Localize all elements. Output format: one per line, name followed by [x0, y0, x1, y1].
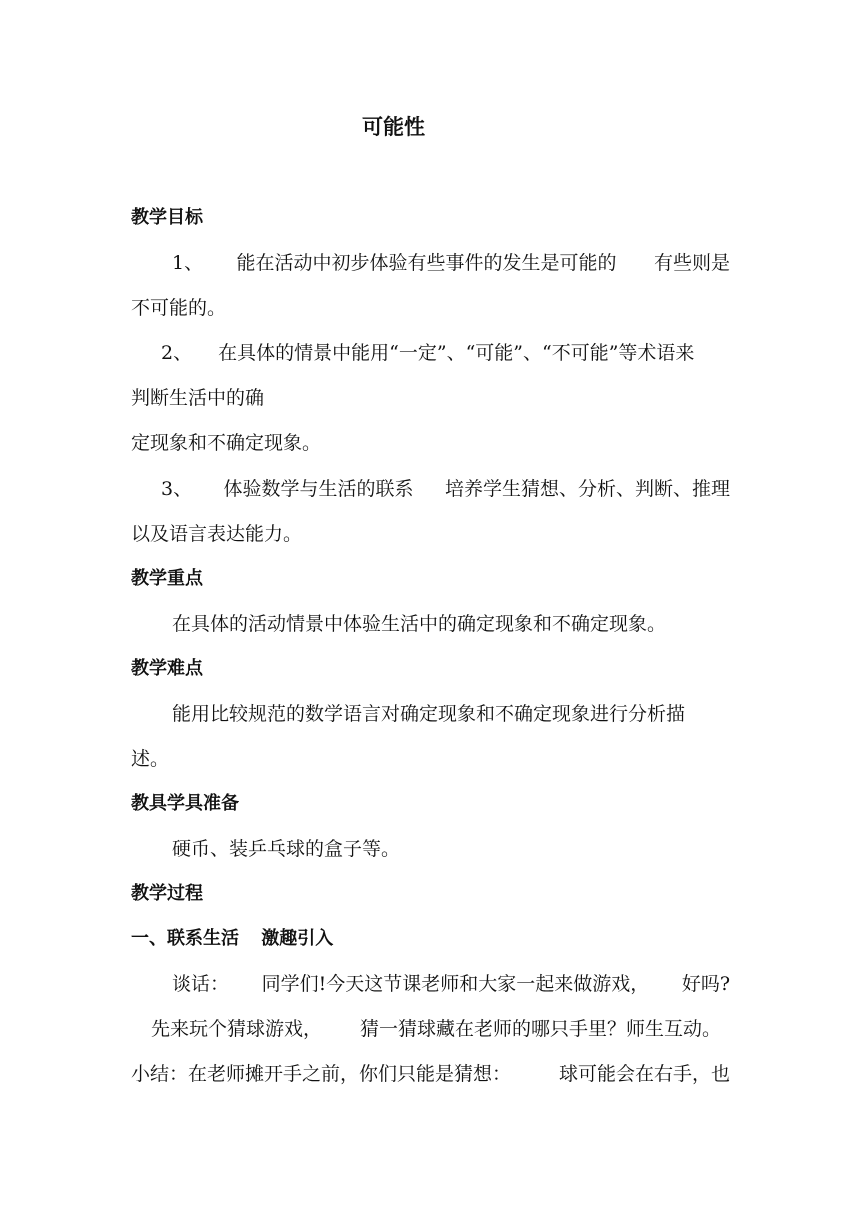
difficult-points-text: 能用比较规范的数学语言对确定现象和不确定现象进行分析描 [172, 703, 686, 725]
talk-label: 谈话： [172, 973, 230, 995]
goal-1-line [172, 251, 730, 275]
goal-1-text: 能在活动中初步体验有些事件的发生是可能的 [236, 252, 617, 274]
game-text-b: 猜一猜球藏在老师的哪只手里？师生互动。 [359, 1018, 721, 1040]
game-line [151, 1017, 721, 1041]
game-text-a: 先来玩个猜球游戏， [151, 1018, 323, 1040]
heading-difficult-points: 教学难点 [131, 658, 203, 679]
goal-3-number: 3、 [161, 478, 193, 500]
summary-text-b: 球可能会在右手，也 [558, 1063, 730, 1085]
section-1-heading [131, 927, 731, 951]
goal-3-text: 体验数学与生活的联系 [223, 478, 414, 500]
goal-3-line [161, 477, 730, 501]
summary-line [131, 1062, 730, 1086]
section-1-part-b: 激趣引入 [261, 928, 334, 949]
goal-2-line [161, 341, 731, 365]
summary-text-a: 小结：在老师摊开手之前，你们只能是猜想： [131, 1063, 512, 1085]
key-points-text: 在具体的活动情景中体验生活中的确定现象和不确定现象。 [172, 613, 667, 635]
talk-text-b: 好吗? [681, 973, 730, 995]
talk-line [172, 972, 730, 996]
heading-key-points: 教学重点 [131, 568, 203, 589]
goal-2-number: 2、 [161, 342, 193, 364]
section-1-part-a: 一、联系生活 [131, 928, 239, 949]
goal-2-text: 在具体的情景中能用“一定”、“可能”、“不可能”等术语来 [218, 342, 695, 364]
goal-3-continuation: 以及语言表达能力。 [131, 523, 303, 545]
talk-text-a: 同学们!今天这节课老师和大家一起来做游戏， [261, 973, 650, 995]
materials-text: 硬币、装乒乓球的盒子等。 [172, 838, 401, 860]
goal-2-continuation-2: 定现象和不确定现象。 [131, 432, 322, 454]
heading-teaching-process: 教学过程 [131, 883, 203, 904]
heading-materials: 教具学具准备 [131, 793, 239, 814]
heading-teaching-goals: 教学目标 [131, 207, 203, 228]
goal-2-continuation-1: 判断生活中的确 [131, 387, 265, 409]
goal-1-number: 1、 [172, 252, 204, 274]
goal-1-continuation: 不可能的。 [131, 297, 227, 319]
goal-3-tail: 培养学生猜想、分析、判断、推理 [444, 478, 730, 500]
difficult-points-continuation: 述。 [131, 748, 170, 770]
goal-1-tail: 有些则是 [653, 252, 730, 274]
document-title: 可能性 [362, 115, 425, 139]
